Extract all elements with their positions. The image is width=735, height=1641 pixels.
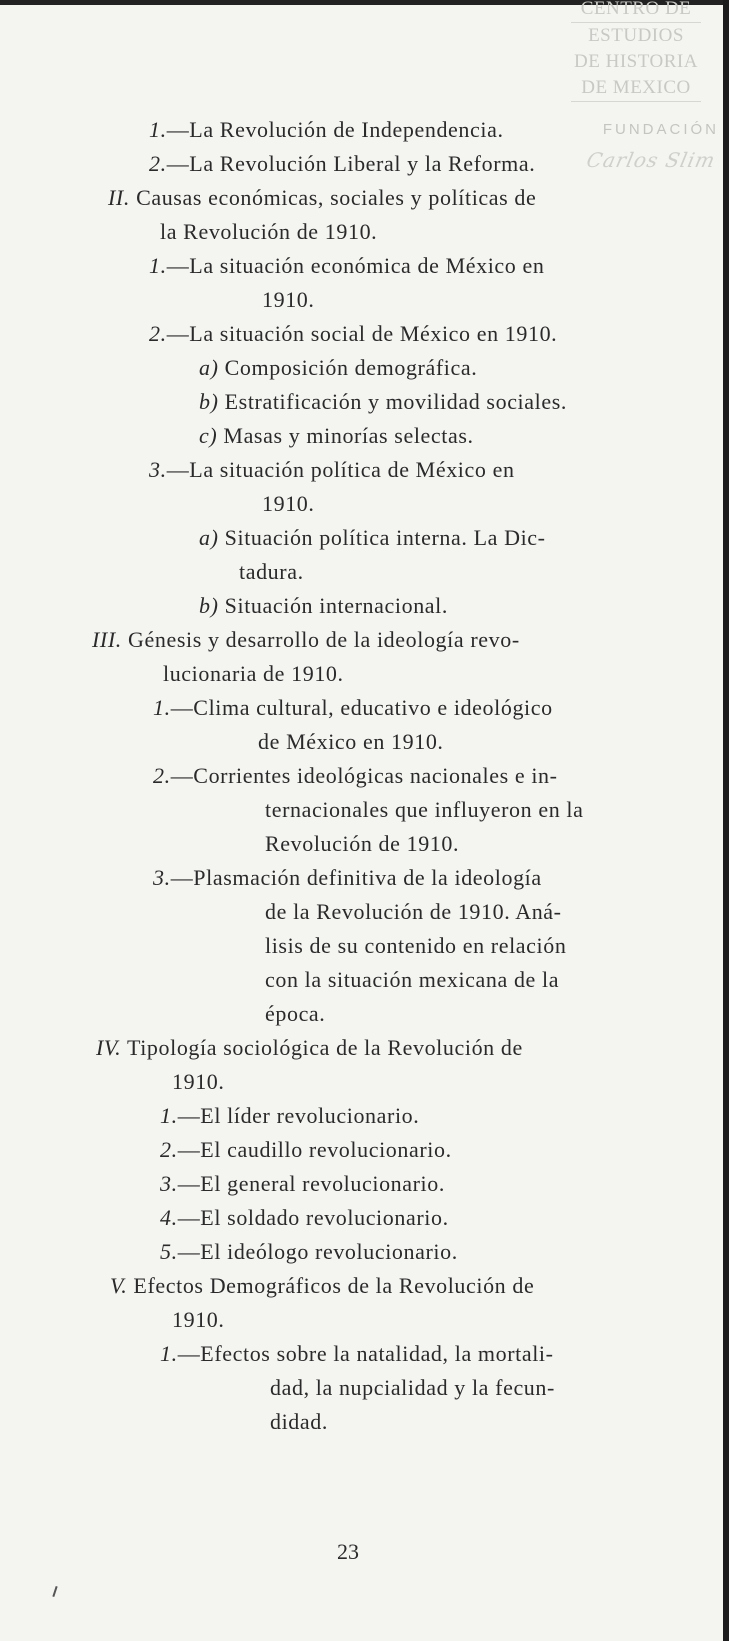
outline-line: Revolución de 1910. xyxy=(265,831,460,856)
outline-line: ternacionales que influyeron en la xyxy=(265,797,584,822)
outline-line: 3.—La situación política de México en xyxy=(149,457,515,482)
outline-line: 3.—Plasmación definitiva de la ideología xyxy=(153,865,542,890)
outline-line: II. Causas económicas, sociales y políticas de xyxy=(108,185,537,210)
outline-line: 3.—El general revolucionario. xyxy=(160,1171,445,1196)
archive-stamp xyxy=(561,2,711,102)
outline-line: a) Composición demográfica. xyxy=(199,355,478,380)
outline-line: 1.—Efectos sobre la natalidad, la mortali- xyxy=(160,1341,554,1366)
outline-line: 1.—La Revolución de Independencia. xyxy=(149,117,504,142)
outline-line: 2.—Corrientes ideológicas nacionales e in- xyxy=(153,763,558,788)
outline-line: dad, la nupcialidad y la fecun- xyxy=(270,1375,555,1400)
outline-line: IV. Tipología sociológica de la Revolución de xyxy=(96,1035,523,1060)
outline-line: lisis de su contenido en relación xyxy=(265,933,567,958)
outline-line: de México en 1910. xyxy=(258,729,444,754)
outline-line: la Revolución de 1910. xyxy=(160,219,378,244)
outline-line: 1.—La situación económica de México en xyxy=(149,253,545,278)
outline-line: 1910. xyxy=(172,1307,225,1332)
outline-line: 1910. xyxy=(262,287,315,312)
stamp-line-1: CENTRO DE xyxy=(580,0,692,19)
stamp-line-2: ESTUDIOS xyxy=(588,25,684,46)
outline-line: 1.—Clima cultural, educativo e ideológico xyxy=(153,695,553,720)
fundacion-watermark: FUNDACIÓN xyxy=(602,121,719,138)
outline-line: b) Situación internacional. xyxy=(199,593,448,618)
outline-line: lucionaria de 1910. xyxy=(163,661,344,686)
outline-line: III. Génesis y desarrollo de la ideología revo- xyxy=(92,627,520,652)
page-number: 23 xyxy=(337,1539,359,1564)
outline-line: b) Estratificación y movilidad sociales. xyxy=(199,389,567,414)
outline-line: época. xyxy=(265,1001,326,1026)
outline-line: 2.—El caudillo revolucionario. xyxy=(160,1137,452,1162)
signature-watermark: Carlos Slim xyxy=(584,148,718,172)
outline-line: 2.—La Revolución Liberal y la Reforma. xyxy=(149,151,536,176)
outline-line: 5.—El ideólogo revolucionario. xyxy=(160,1239,458,1264)
stamp-rule xyxy=(571,101,701,102)
outline-line: de la Revolución de 1910. Aná- xyxy=(265,899,562,924)
outline-line: 2.—La situación social de México en 1910. xyxy=(149,321,558,346)
stamp-line-4: DE MEXICO xyxy=(581,77,691,98)
outline-line: c) Masas y minorías selectas. xyxy=(199,423,474,448)
ink-mark xyxy=(52,1586,57,1597)
outline-line: V. Efectos Demográficos de la Revolución de xyxy=(110,1273,535,1298)
outline-line: con la situación mexicana de la xyxy=(265,967,560,992)
outline-line: 1910. xyxy=(172,1069,225,1094)
outline-line: 1910. xyxy=(262,491,315,516)
stamp-line-3: DE HISTORIA xyxy=(574,51,698,72)
outline-line: a) Situación política interna. La Dic- xyxy=(199,525,546,550)
outline-line: didad. xyxy=(270,1409,328,1434)
outline-line: 1.—El líder revolucionario. xyxy=(160,1103,420,1128)
outline-line: 4.—El soldado revolucionario. xyxy=(160,1205,449,1230)
outline-line: tadura. xyxy=(239,559,304,584)
